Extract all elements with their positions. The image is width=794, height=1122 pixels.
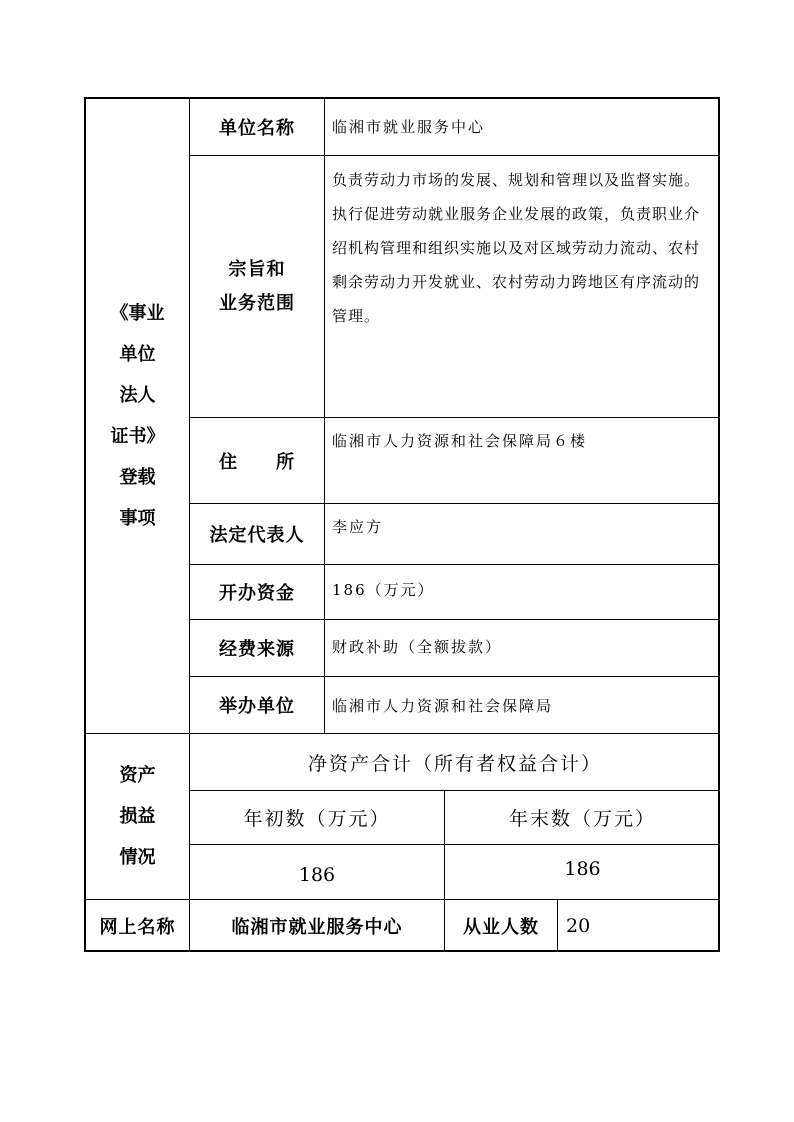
- section-label-line: 《事业: [110, 303, 165, 324]
- section-label-line: 法人: [119, 385, 156, 406]
- assets-label-line: 资产: [119, 765, 156, 786]
- section-label-line: 证书》: [110, 426, 165, 447]
- unit-name-label: 单位名称: [219, 118, 295, 139]
- end-of-year-value: 186: [564, 858, 601, 880]
- purpose-scope-label: [190, 156, 324, 417]
- sponsor-unit-value: 临湘市人力资源和社会保障局: [332, 697, 554, 715]
- sponsor-unit-label: 举办单位: [219, 696, 295, 717]
- registration-section-label: [86, 99, 189, 733]
- unit-name-value: 临湘市就业服务中心: [332, 118, 486, 136]
- funding-source-value: 财政补助（全额拔款）: [332, 638, 503, 656]
- address-value: 临湘市人力资源和社会保障局６楼: [332, 432, 588, 450]
- staff-count-value: 20: [566, 915, 591, 937]
- section-label-line: 单位: [119, 344, 156, 365]
- net-assets-header: 净资产合计（所有者权益合计）: [307, 752, 602, 775]
- purpose-scope-label-line: 业务范围: [219, 292, 295, 314]
- startup-capital-value: 186（万元）: [332, 581, 435, 599]
- startup-capital-label: 开办资金: [219, 583, 295, 604]
- funding-source-label: 经费来源: [219, 639, 295, 660]
- begin-of-year-value: 186: [298, 864, 336, 886]
- legal-representative-label: 法定代表人: [209, 525, 305, 546]
- assets-label-line: 损益: [119, 806, 156, 827]
- address-label: 住 所: [219, 451, 295, 473]
- purpose-scope-value: 负责劳动力市场的发展、规划和管理以及监督实施。执行促进劳动就业服务企业发展的政策，负责职业介绍机构管理和组织实施以及对区域劳动力流动、农村剩余劳动力开发就业、农村劳动力跨地区有序流动的管理。: [332, 171, 701, 325]
- section-label-line: 事项: [119, 508, 156, 529]
- purpose-scope-label-line: 宗旨和: [228, 258, 286, 280]
- online-name-label: 网上名称: [99, 917, 176, 938]
- begin-of-year-label: 年初数（万元）: [243, 808, 391, 830]
- registration-form-table: [84, 97, 720, 952]
- staff-count-label: 从业人数: [463, 917, 539, 938]
- assets-label-line: 情况: [119, 847, 156, 868]
- section-label-line: 登载: [119, 467, 156, 488]
- legal-representative-value: 李应方: [332, 518, 384, 536]
- online-name-value: 临湘市就业服务中心: [231, 917, 403, 938]
- end-of-year-label: 年末数（万元）: [508, 808, 656, 830]
- assets-section-label: [86, 734, 189, 899]
